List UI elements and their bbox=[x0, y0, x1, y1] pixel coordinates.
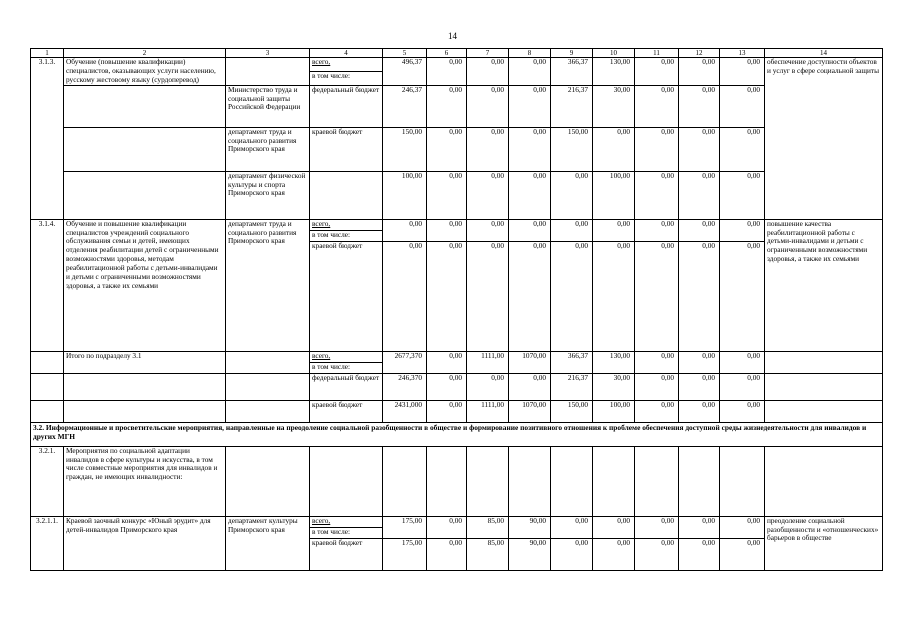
executor-cell: департамент физической культуры и спорта Приморского края bbox=[226, 171, 310, 219]
source-incl-label: в том числе: bbox=[310, 71, 383, 85]
value-cell: 0,00 bbox=[467, 219, 509, 241]
item-name: Обучение (повышение квалификации) специалистов, оказывающих услуги населению, русскому жестовому языку (сурдоперевод) bbox=[64, 58, 226, 86]
value-cell: 0,00 bbox=[427, 351, 467, 373]
value-cell: 85,00 bbox=[467, 516, 509, 538]
empty-cell bbox=[383, 446, 427, 516]
header-cell: 13 bbox=[720, 49, 765, 58]
value-cell: 0,00 bbox=[679, 516, 720, 538]
value-cell: 0,00 bbox=[509, 58, 551, 86]
value-cell: 0,00 bbox=[467, 58, 509, 86]
value-cell: 0,00 bbox=[679, 58, 720, 86]
table-row bbox=[31, 516, 883, 527]
value-cell: 0,00 bbox=[720, 400, 765, 422]
item-name-cont bbox=[64, 171, 226, 219]
empty-cell bbox=[593, 446, 635, 516]
header-row bbox=[31, 49, 883, 58]
table-row bbox=[31, 58, 883, 72]
value-cell: 0,00 bbox=[593, 516, 635, 538]
header-cell: 4 bbox=[310, 49, 383, 58]
source-label: краевой бюджет bbox=[310, 241, 383, 351]
value-cell: 0,00 bbox=[720, 241, 765, 351]
source-label: краевой бюджет bbox=[310, 538, 383, 570]
value-cell: 0,00 bbox=[635, 171, 679, 219]
executor-cell: департамент труда и социального развития Приморского края bbox=[226, 219, 310, 351]
value-cell: 100,00 bbox=[593, 400, 635, 422]
empty-cell bbox=[31, 373, 64, 400]
section-row bbox=[31, 422, 883, 446]
value-cell: 0,00 bbox=[679, 85, 720, 127]
table-row bbox=[31, 127, 883, 171]
value-cell: 0,00 bbox=[467, 127, 509, 171]
value-cell: 0,00 bbox=[551, 538, 593, 570]
value-cell: 0,00 bbox=[593, 219, 635, 241]
value-cell: 0,00 bbox=[635, 58, 679, 86]
source-label: федеральный бюджет bbox=[310, 373, 383, 400]
value-cell: 0,00 bbox=[551, 241, 593, 351]
empty-cell bbox=[226, 400, 310, 422]
value-cell: 1070,00 bbox=[509, 351, 551, 373]
item-number: 3.1.4. bbox=[31, 219, 64, 351]
value-cell: 216,37 bbox=[551, 85, 593, 127]
value-cell: 0,00 bbox=[467, 171, 509, 219]
header-cell: 5 bbox=[383, 49, 427, 58]
value-cell: 0,00 bbox=[509, 85, 551, 127]
table-row bbox=[31, 400, 883, 422]
value-cell: 0,00 bbox=[635, 516, 679, 538]
empty-cell bbox=[551, 446, 593, 516]
item-name-cont bbox=[64, 127, 226, 171]
value-cell: 130,00 bbox=[593, 351, 635, 373]
header-cell: 1 bbox=[31, 49, 64, 58]
value-cell: 0,00 bbox=[383, 219, 427, 241]
source-label bbox=[310, 171, 383, 219]
value-cell: 366,37 bbox=[551, 58, 593, 86]
source-incl-label: в том числе: bbox=[310, 230, 383, 241]
executor-cell: департамент труда и социального развития Приморского края bbox=[226, 127, 310, 171]
item-name: Краевой заочный конкурс «Юный эрудит» для детей-инвалидов Приморского края bbox=[64, 516, 226, 570]
value-cell: 0,00 bbox=[467, 85, 509, 127]
value-cell: 0,00 bbox=[427, 241, 467, 351]
expected-result: повышение качества реабилитационной работы с детьми-инвалидами и детьми с ограниченными возможностями здоровья, а также их семьями bbox=[765, 219, 883, 351]
value-cell: 1111,00 bbox=[467, 400, 509, 422]
value-cell: 0,00 bbox=[720, 516, 765, 538]
value-cell: 2431,000 bbox=[383, 400, 427, 422]
value-cell: 175,00 bbox=[383, 516, 427, 538]
section-title: 3.2. Информационные и просветительские мероприятия, направленные на преодоление социальной разобщенности в обществе и формирование позитивного отношения к проблеме обеспечения доступной среды жизнедеятельности для инвалидов и других МГН bbox=[31, 422, 883, 446]
empty-cell bbox=[310, 446, 383, 516]
value-cell: 90,00 bbox=[509, 538, 551, 570]
table-row bbox=[31, 446, 883, 516]
empty-cell bbox=[765, 373, 883, 400]
empty-cell bbox=[509, 446, 551, 516]
value-cell: 0,00 bbox=[467, 241, 509, 351]
item-number: 3.2.1.1. bbox=[31, 516, 64, 570]
item-name: Обучение и повышение квалификации специалистов учреждений социального обслуживания семьи и детей, имеющих отделения реабилитации детей с ограниченными возможностями здоровья, методам реабилитационной работы с детьми-инвалидами и детьми с ограниченными возможностями здоровья, а также их семьями bbox=[64, 219, 226, 351]
header-cell: 3 bbox=[226, 49, 310, 58]
empty-cell bbox=[31, 351, 64, 373]
value-cell: 0,00 bbox=[635, 351, 679, 373]
value-cell: 175,00 bbox=[383, 538, 427, 570]
source-total-label: всего, bbox=[310, 516, 383, 527]
value-cell: 0,00 bbox=[427, 58, 467, 86]
empty-cell bbox=[765, 446, 883, 516]
source-incl-label: в том числе: bbox=[310, 362, 383, 373]
value-cell: 0,00 bbox=[427, 219, 467, 241]
value-cell: 1111,00 bbox=[467, 351, 509, 373]
value-cell: 0,00 bbox=[551, 516, 593, 538]
value-cell: 496,37 bbox=[383, 58, 427, 86]
header-cell: 7 bbox=[467, 49, 509, 58]
value-cell: 246,37 bbox=[383, 85, 427, 127]
value-cell: 0,00 bbox=[467, 373, 509, 400]
value-cell: 0,00 bbox=[635, 219, 679, 241]
value-cell: 0,00 bbox=[383, 241, 427, 351]
value-cell: 0,00 bbox=[679, 171, 720, 219]
value-cell: 216,37 bbox=[551, 373, 593, 400]
value-cell: 0,00 bbox=[509, 241, 551, 351]
source-label: краевой бюджет bbox=[310, 127, 383, 171]
value-cell: 0,00 bbox=[593, 241, 635, 351]
value-cell: 100,00 bbox=[593, 171, 635, 219]
value-cell: 0,00 bbox=[593, 127, 635, 171]
value-cell: 0,00 bbox=[720, 127, 765, 171]
value-cell: 0,00 bbox=[720, 85, 765, 127]
source-label: федеральный бюджет bbox=[310, 85, 383, 127]
value-cell: 150,00 bbox=[383, 127, 427, 171]
empty-cell bbox=[679, 446, 720, 516]
value-cell: 0,00 bbox=[509, 219, 551, 241]
value-cell: 0,00 bbox=[427, 516, 467, 538]
value-cell: 150,00 bbox=[551, 127, 593, 171]
value-cell: 0,00 bbox=[720, 171, 765, 219]
value-cell: 0,00 bbox=[720, 58, 765, 86]
table-row bbox=[31, 85, 883, 127]
value-cell: 0,00 bbox=[679, 400, 720, 422]
value-cell: 0,00 bbox=[679, 219, 720, 241]
value-cell: 130,00 bbox=[593, 58, 635, 86]
table-row bbox=[31, 351, 883, 362]
table-row bbox=[31, 171, 883, 219]
program-table bbox=[30, 48, 883, 571]
value-cell: 0,00 bbox=[679, 351, 720, 373]
header-cell: 11 bbox=[635, 49, 679, 58]
value-cell: 30,00 bbox=[593, 85, 635, 127]
value-cell: 0,00 bbox=[720, 538, 765, 570]
source-total-label: всего, bbox=[310, 351, 383, 362]
item-number: 3.2.1. bbox=[31, 446, 64, 516]
empty-cell bbox=[64, 400, 226, 422]
value-cell: 0,00 bbox=[509, 171, 551, 219]
value-cell: 0,00 bbox=[635, 241, 679, 351]
executor-cell: департамент культуры Приморского края bbox=[226, 516, 310, 570]
value-cell: 150,00 bbox=[551, 400, 593, 422]
value-cell: 246,370 bbox=[383, 373, 427, 400]
header-cell: 6 bbox=[427, 49, 467, 58]
empty-cell bbox=[31, 400, 64, 422]
value-cell: 0,00 bbox=[679, 538, 720, 570]
value-cell: 0,00 bbox=[551, 171, 593, 219]
value-cell: 0,00 bbox=[635, 85, 679, 127]
value-cell: 0,00 bbox=[427, 373, 467, 400]
source-total-label: всего, bbox=[310, 58, 383, 72]
empty-cell bbox=[467, 446, 509, 516]
value-cell: 0,00 bbox=[720, 219, 765, 241]
value-cell: 0,00 bbox=[720, 351, 765, 373]
value-cell: 0,00 bbox=[635, 373, 679, 400]
empty-cell bbox=[64, 373, 226, 400]
value-cell: 2677,370 bbox=[383, 351, 427, 373]
value-cell: 85,00 bbox=[467, 538, 509, 570]
empty-cell bbox=[226, 351, 310, 373]
value-cell: 0,00 bbox=[509, 373, 551, 400]
value-cell: 0,00 bbox=[679, 241, 720, 351]
value-cell: 0,00 bbox=[427, 171, 467, 219]
value-cell: 0,00 bbox=[635, 127, 679, 171]
value-cell: 0,00 bbox=[427, 400, 467, 422]
value-cell: 0,00 bbox=[679, 127, 720, 171]
source-total-label: всего, bbox=[310, 219, 383, 230]
empty-cell bbox=[635, 446, 679, 516]
header-cell: 8 bbox=[509, 49, 551, 58]
empty-cell bbox=[765, 400, 883, 422]
expected-result: обеспечение доступности объектов и услуг в сфере социальной защиты bbox=[765, 58, 883, 220]
table-row bbox=[31, 219, 883, 230]
subtotal-label: Итого по подразделу 3.1 bbox=[64, 351, 226, 373]
value-cell: 0,00 bbox=[593, 538, 635, 570]
executor-cell bbox=[226, 58, 310, 86]
empty-cell bbox=[765, 351, 883, 373]
source-label: краевой бюджет bbox=[310, 400, 383, 422]
value-cell: 0,00 bbox=[427, 85, 467, 127]
header-cell: 14 bbox=[765, 49, 883, 58]
value-cell: 30,00 bbox=[593, 373, 635, 400]
value-cell: 0,00 bbox=[427, 538, 467, 570]
value-cell: 0,00 bbox=[427, 127, 467, 171]
value-cell: 0,00 bbox=[679, 373, 720, 400]
value-cell: 0,00 bbox=[635, 400, 679, 422]
value-cell: 0,00 bbox=[551, 219, 593, 241]
empty-cell bbox=[226, 446, 310, 516]
empty-cell bbox=[720, 446, 765, 516]
value-cell: 100,00 bbox=[383, 171, 427, 219]
value-cell: 1070,00 bbox=[509, 400, 551, 422]
header-cell: 10 bbox=[593, 49, 635, 58]
page-number: 14 bbox=[448, 31, 457, 41]
value-cell: 0,00 bbox=[509, 127, 551, 171]
item-number: 3.1.3. bbox=[31, 58, 64, 220]
header-cell: 9 bbox=[551, 49, 593, 58]
value-cell: 0,00 bbox=[720, 373, 765, 400]
value-cell: 0,00 bbox=[635, 538, 679, 570]
table-row bbox=[31, 373, 883, 400]
value-cell: 90,00 bbox=[509, 516, 551, 538]
item-name-cont bbox=[64, 85, 226, 127]
source-incl-label: в том числе: bbox=[310, 527, 383, 538]
item-name: Мероприятия по социальной адаптации инвалидов в сфере культуры и искусства, в том числе совместные мероприятия для инвалидов и граждан, не имеющих инвалидности: bbox=[64, 446, 226, 516]
header-cell: 12 bbox=[679, 49, 720, 58]
executor-cell: Министерство труда и социальной защиты Российской Федерации bbox=[226, 85, 310, 127]
header-cell: 2 bbox=[64, 49, 226, 58]
empty-cell bbox=[427, 446, 467, 516]
value-cell: 366,37 bbox=[551, 351, 593, 373]
expected-result: преодоление социальной разобщенности и «отношенческих» барьеров в обществе bbox=[765, 516, 883, 570]
empty-cell bbox=[226, 373, 310, 400]
